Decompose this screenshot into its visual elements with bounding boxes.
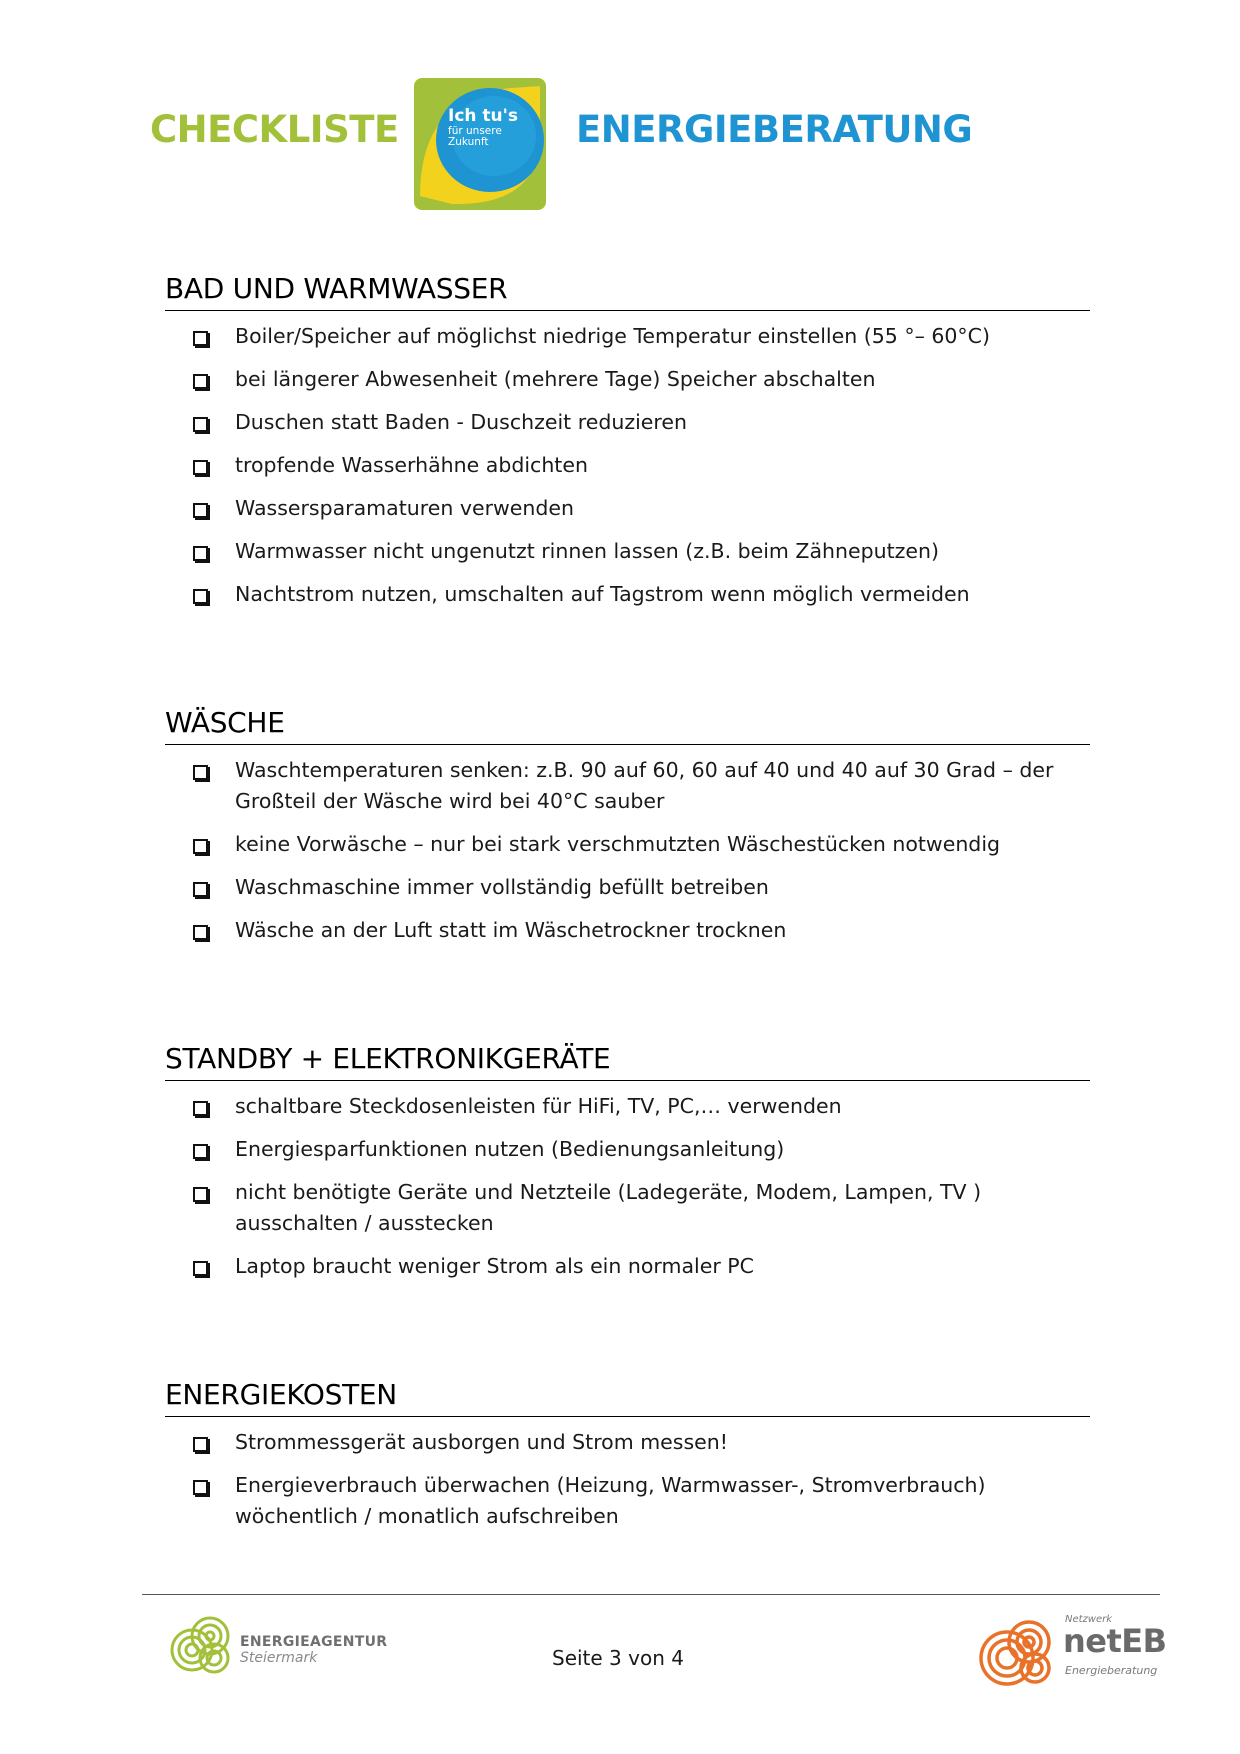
neteb-rings-icon bbox=[975, 1608, 1065, 1692]
checklist-item: Energiesparfunktionen nutzen (Bedienungsanleitung) bbox=[165, 1134, 1090, 1165]
checklist-item: Boiler/Speicher auf möglichst niedrige Temperatur einstellen (55 °– 60°C) bbox=[165, 321, 1090, 352]
header-right-title: ENERGIEBERATUNG bbox=[576, 108, 973, 151]
neteb-logo bbox=[975, 1608, 1167, 1692]
checklist-item: Nachtstrom nutzen, umschalten auf Tagstrom wenn möglich vermeiden bbox=[165, 579, 1090, 610]
checkbox-icon[interactable] bbox=[193, 417, 208, 432]
checklist-item: bei längerer Abwesenheit (mehrere Tage) Speicher abschalten bbox=[165, 364, 1090, 395]
checkbox-icon[interactable] bbox=[193, 503, 208, 518]
neteb-small-label: Netzwerk bbox=[1065, 1614, 1113, 1625]
neteb-wordmark: netEB bbox=[1063, 1622, 1167, 1660]
checkbox-icon[interactable] bbox=[193, 331, 208, 346]
checkbox-icon[interactable] bbox=[193, 1101, 208, 1116]
checkbox-icon[interactable] bbox=[193, 1480, 208, 1495]
checklist-item: Laptop braucht weniger Strom als ein normaler PC bbox=[165, 1251, 1090, 1282]
page-number: Seite 3 von 4 bbox=[552, 1646, 684, 1670]
campaign-badge-logo bbox=[412, 76, 548, 212]
header-left-title: CHECKLISTE bbox=[150, 108, 399, 151]
energieagentur-subtitle: Steiermark bbox=[240, 1650, 318, 1666]
checkbox-icon[interactable] bbox=[193, 374, 208, 389]
section-energiekosten bbox=[165, 1378, 1090, 1544]
checkbox-icon[interactable] bbox=[193, 1187, 208, 1202]
section-bad-warmwasser bbox=[165, 272, 1090, 622]
section-title: ENERGIEKOSTEN bbox=[165, 1378, 1090, 1417]
checkbox-icon[interactable] bbox=[193, 1261, 208, 1276]
checkbox-icon[interactable] bbox=[193, 765, 208, 780]
badge-text-line1: Ich tu's bbox=[448, 106, 518, 126]
checklist-item: Waschmaschine immer vollständig befüllt betreiben bbox=[165, 872, 1090, 903]
checklist-item: Energieverbrauch überwachen (Heizung, Warmwasser-, Stromverbrauch) wöchentlich / monatlich aufschreiben bbox=[165, 1470, 1090, 1532]
checklist-item: Waschtemperaturen senken: z.B. 90 auf 60, 60 auf 40 und 40 auf 30 Grad – der Großteil der Wäsche wird bei 40°C sauber bbox=[165, 755, 1090, 817]
section-waesche bbox=[165, 706, 1090, 958]
checkbox-icon[interactable] bbox=[193, 882, 208, 897]
checkbox-icon[interactable] bbox=[193, 1437, 208, 1452]
checkbox-icon[interactable] bbox=[193, 925, 208, 940]
checklist-item: tropfende Wasserhähne abdichten bbox=[165, 450, 1090, 481]
checklist-item: nicht benötigte Geräte und Netzteile (Ladegeräte, Modem, Lampen, TV ) ausschalten / ausstecken bbox=[165, 1177, 1090, 1239]
checklist-item: Duschen statt Baden - Duschzeit reduzieren bbox=[165, 407, 1090, 438]
checkbox-icon[interactable] bbox=[193, 546, 208, 561]
neteb-subtitle: Energieberatung bbox=[1065, 1664, 1158, 1677]
checkbox-icon[interactable] bbox=[193, 589, 208, 604]
section-standby-elektronik bbox=[165, 1042, 1090, 1294]
page-header bbox=[0, 0, 1240, 230]
checklist-item: schaltbare Steckdosenleisten für HiFi, TV, PC,… verwenden bbox=[165, 1091, 1090, 1122]
checklist-item: Wassersparamaturen verwenden bbox=[165, 493, 1090, 524]
footer-divider bbox=[142, 1594, 1160, 1595]
checklist-item: Wäsche an der Luft statt im Wäschetrockner trocknen bbox=[165, 915, 1090, 946]
checklist-item: Warmwasser nicht ungenutzt rinnen lassen (z.B. beim Zähneputzen) bbox=[165, 536, 1090, 567]
checkbox-icon[interactable] bbox=[193, 839, 208, 854]
section-title: STANDBY + ELEKTRONIKGERÄTE bbox=[165, 1042, 1090, 1081]
badge-text-line3: Zukunft bbox=[448, 136, 489, 148]
checkbox-icon[interactable] bbox=[193, 460, 208, 475]
checklist-item: keine Vorwäsche – nur bei stark verschmutzten Wäschestücken notwendig bbox=[165, 829, 1090, 860]
energieagentur-title: ENERGIEAGENTUR bbox=[240, 1634, 388, 1650]
section-title: BAD UND WARMWASSER bbox=[165, 272, 1090, 311]
energieagentur-logo bbox=[166, 1608, 396, 1680]
checklist-item: Strommessgerät ausborgen und Strom messen! bbox=[165, 1427, 1090, 1458]
energieagentur-rings-icon bbox=[166, 1608, 238, 1680]
section-title: WÄSCHE bbox=[165, 706, 1090, 745]
badge-text-line2: für unsere bbox=[448, 125, 502, 137]
checkbox-icon[interactable] bbox=[193, 1144, 208, 1159]
